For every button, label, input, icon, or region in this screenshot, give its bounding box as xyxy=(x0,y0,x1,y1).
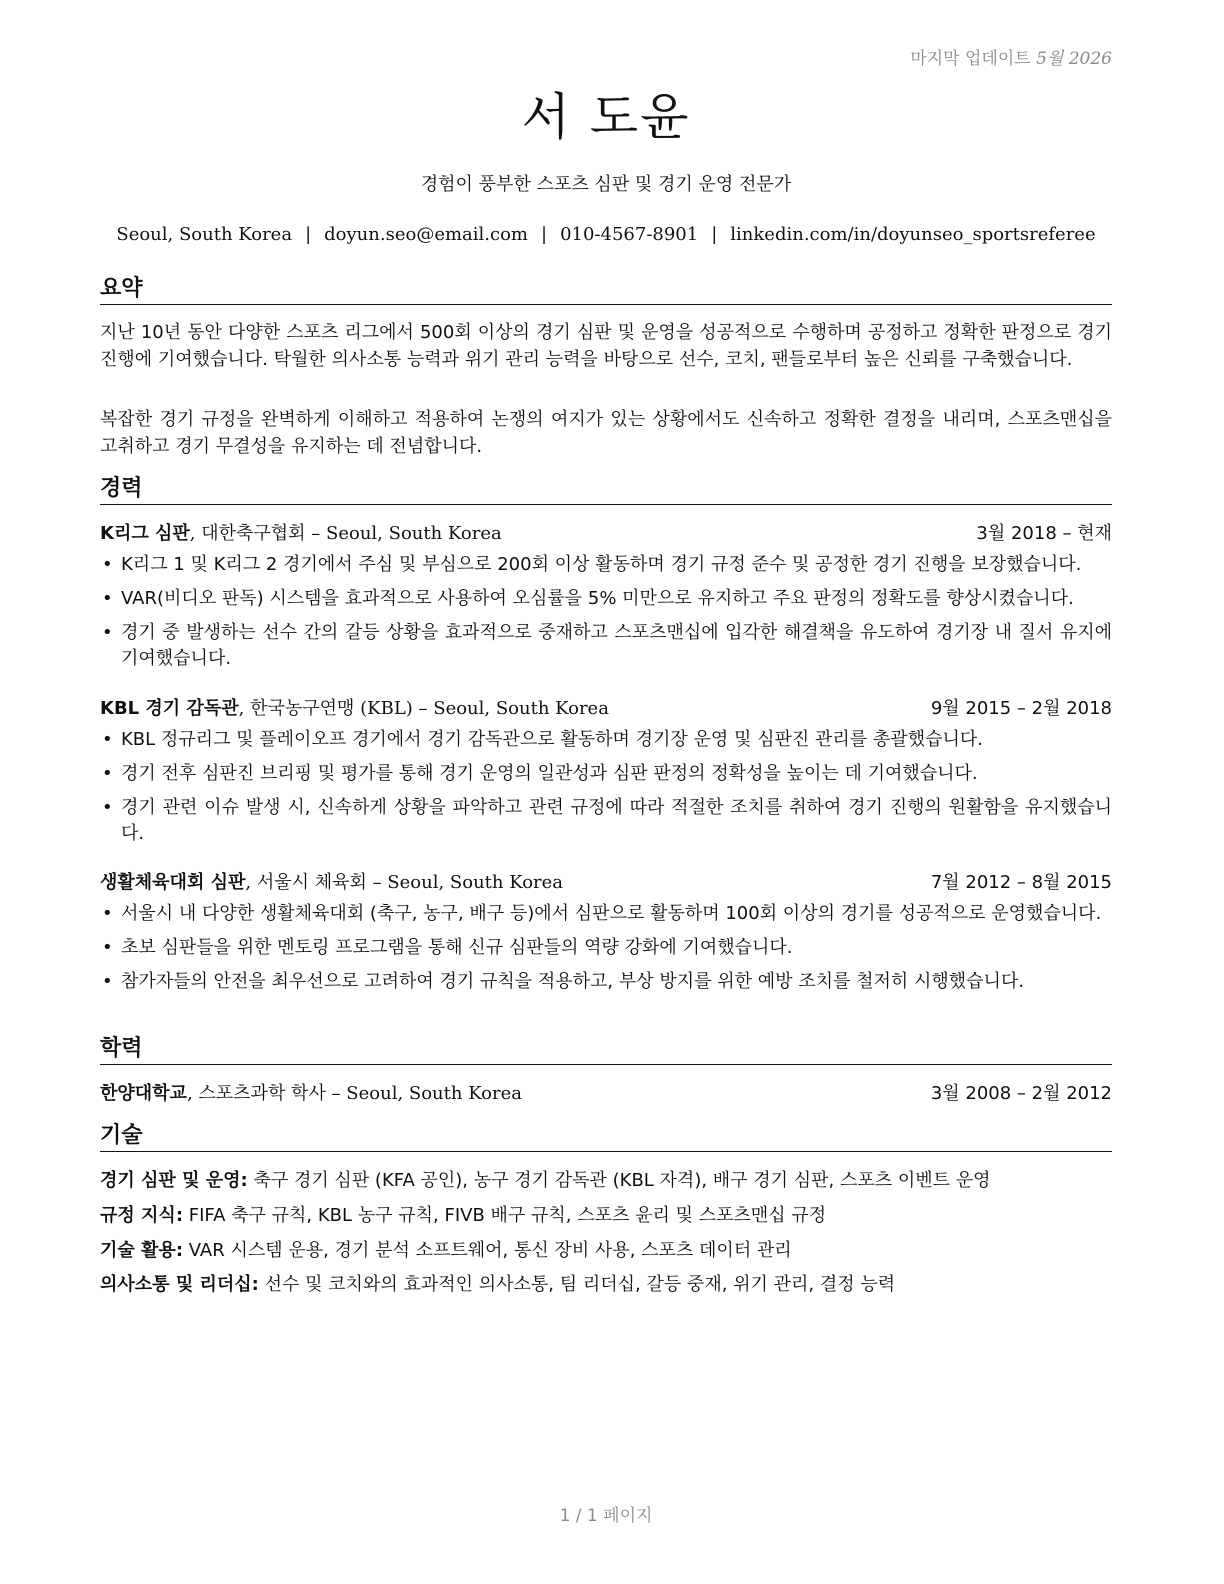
candidate-name: 서 도윤 xyxy=(521,88,691,146)
skill-line xyxy=(100,1168,1112,1194)
list-item: • K리그 1 및 K리그 2 경기에서 주심 및 부심으로 200회 이상 활동하며 경기 규정 준수 및 공정한 경기 진행을 보장했습니다. xyxy=(100,552,1112,578)
job-role: KBL 경기 감독관 xyxy=(100,698,239,719)
contact-separator: | xyxy=(305,224,312,245)
job-dates: 7월 2012 – 8월 2015 xyxy=(930,872,1112,893)
summary-paragraph: 지난 10년 동안 다양한 스포츠 리그에서 500회 이상의 경기 심판 및 운영을 성공적으로 수행하며 공정하고 정확한 판정으로 경기 진행에 기여했습니다. 탁월한 의사소통 능력과 위기 관리 능력을 바탕으로 선수, 코치, 팬들로부터 높은 신뢰를 구축했습니다. xyxy=(100,322,1112,370)
skill-line xyxy=(100,1203,1112,1229)
list-item: • 경기 전후 심판진 브리핑 및 평가를 통해 경기 운영의 일관성과 심판 판정의 정확성을 높이는 데 기여했습니다. xyxy=(100,761,1112,787)
skill-label: 규정 지식: xyxy=(100,1205,184,1226)
skill-label: 경기 심판 및 운영: xyxy=(100,1170,248,1191)
contact-location: Seoul, South Korea xyxy=(116,224,293,245)
section-title-skills: 기술 xyxy=(100,1122,1112,1152)
contact-email[interactable]: doyun.seo@email.com xyxy=(324,224,528,245)
last-updated xyxy=(910,44,1112,69)
school-name: 한양대학교 xyxy=(100,1083,187,1104)
skill-value: FIFA 축구 규칙, KBL 농구 규칙, FIVB 배구 규칙, 스포츠 윤리 및 스포츠맨십 규정 xyxy=(183,1205,827,1226)
contact-linkedin[interactable]: linkedin.com/in/doyunseo_sportsreferee xyxy=(730,224,1096,245)
contact-phone: 010-4567-8901 xyxy=(560,224,699,245)
job-header xyxy=(100,696,1112,722)
contact-line xyxy=(100,224,1112,245)
job-bullets xyxy=(100,552,1112,680)
job-role: 생활체육대회 심판 xyxy=(100,872,246,893)
skill-line xyxy=(100,1238,1112,1264)
resume-page xyxy=(100,0,1112,1584)
job-org: , 대한축구협회 – Seoul, South Korea xyxy=(189,523,502,544)
job-bullets xyxy=(100,901,1112,1003)
degree-detail: , 스포츠과학 학사 – Seoul, South Korea xyxy=(186,1083,522,1104)
last-updated-label: 마지막 업데이트 xyxy=(910,49,1031,69)
skill-label: 의사소통 및 리더십: xyxy=(100,1274,259,1295)
contact-separator: | xyxy=(711,224,718,245)
list-item: • KBL 정규리그 및 플레이오프 경기에서 경기 감독관으로 활동하며 경기장 운영 및 심판진 관리를 총괄했습니다. xyxy=(100,727,1112,753)
list-item: • 참가자들의 안전을 최우선으로 고려하여 경기 규칙을 적용하고, 부상 방지를 위한 예방 조치를 철저히 시행했습니다. xyxy=(100,969,1112,995)
list-item: • 서울시 내 다양한 생활체육대회 (축구, 농구, 배구 등)에서 심판으로 활동하며 100회 이상의 경기를 성공적으로 운영했습니다. xyxy=(100,901,1112,927)
tagline: 경험이 풍부한 스포츠 심판 및 경기 운영 전문가 xyxy=(420,174,792,195)
skill-line xyxy=(100,1272,1112,1298)
section-title-education: 학력 xyxy=(100,1035,1112,1065)
education-row xyxy=(100,1081,1112,1107)
contact-separator: | xyxy=(541,224,548,245)
skill-value: 축구 경기 심판 (KFA 공인), 농구 경기 감독관 (KBL 자격), 배구 경기 심판, 스포츠 이벤트 운영 xyxy=(247,1170,991,1191)
job-org: , 한국농구연맹 (KBL) – Seoul, South Korea xyxy=(238,698,609,719)
page-indicator: 1 / 1 페이지 xyxy=(559,1506,653,1526)
job-org: , 서울시 체육회 – Seoul, South Korea xyxy=(245,872,564,893)
list-item: • 초보 심판들을 위한 멘토링 프로그램을 통해 신규 심판들의 역량 강화에 기여했습니다. xyxy=(100,935,1112,961)
job-role: K리그 심판 xyxy=(100,523,190,544)
last-updated-value: 5월 2026 xyxy=(1036,49,1112,69)
education-dates: 3월 2008 – 2월 2012 xyxy=(930,1083,1112,1104)
job-bullets xyxy=(100,727,1112,855)
job-dates: 9월 2015 – 2월 2018 xyxy=(930,698,1112,719)
list-item: • 경기 중 발생하는 선수 간의 갈등 상황을 효과적으로 중재하고 스포츠맨십에 입각한 해결책을 유도하여 경기장 내 질서 유지에 기여했습니다. xyxy=(100,620,1112,672)
job-header xyxy=(100,521,1112,547)
skill-label: 기술 활용: xyxy=(100,1240,184,1261)
job-header xyxy=(100,870,1112,896)
skill-value: 선수 및 코치와의 효과적인 의사소통, 팀 리더십, 갈등 중재, 위기 관리, 결정 능력 xyxy=(258,1274,896,1295)
job-dates: 3월 2018 – 현재 xyxy=(976,523,1112,544)
section-title-summary: 요약 xyxy=(100,275,1112,305)
section-title-experience: 경력 xyxy=(100,475,1112,505)
list-item: • 경기 관련 이슈 발생 시, 신속하게 상황을 파악하고 관련 규정에 따라 적절한 조치를 취하여 경기 진행의 원활함을 유지했습니다. xyxy=(100,795,1112,847)
skill-value: VAR 시스템 운용, 경기 분석 소프트웨어, 통신 장비 사용, 스포츠 데이터 관리 xyxy=(183,1240,792,1261)
list-item: • VAR(비디오 판독) 시스템을 효과적으로 사용하여 오심률을 5% 미만으로 유지하고 주요 판정의 정확도를 향상시켰습니다. xyxy=(100,586,1112,612)
summary-paragraph: 복잡한 경기 규정을 완벽하게 이해하고 적용하여 논쟁의 여지가 있는 상황에서도 신속하고 정확한 결정을 내리며, 스포츠맨십을 고취하고 경기 무결성을 유지하는 데 전념합니다. xyxy=(100,409,1112,457)
